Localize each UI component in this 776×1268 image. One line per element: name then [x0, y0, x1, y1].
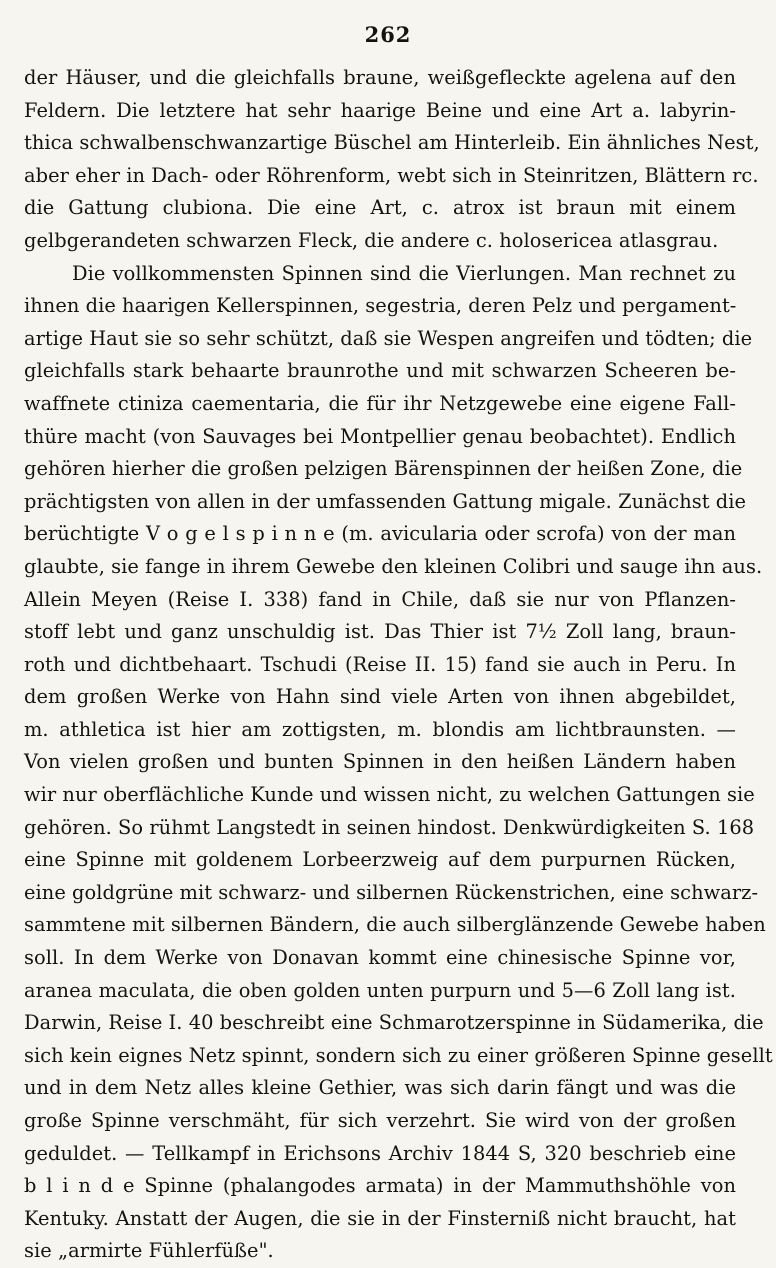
text-line: gehören hierher die großen pelzigen Bärenspinnen der heißen Zone, die [24, 457, 743, 481]
text-line: die Gattung clubiona. Die eine Art, c. atrox ist braun mit einem [24, 196, 736, 220]
body-text [24, 62, 773, 1268]
text-line: der Häuser, und die gleichfalls braune, weißgefleckte agelena auf den [24, 66, 736, 89]
text-line: thüre macht (von Sauvages bei Montpellier genau beobachtet). Endlich [24, 424, 736, 448]
text-line: große Spinne verschmäht, für sich verzehrt. Sie wird von der großen [24, 1109, 736, 1132]
text-line: ihnen die haarigen Kellerspinnen, segestria, deren Pelz und pergament- [24, 294, 737, 318]
text-line: b l i n d e Spinne (phalangodes armata) in der Mammuthshöhle von [24, 1174, 736, 1198]
text-line: sammtene mit silbernen Bändern, die auch silberglänzende Gewebe haben [24, 913, 766, 937]
text-line: aranea maculata, die oben golden unten purpurn und 5—6 Zoll lang ist. [24, 978, 736, 1002]
text-line: gehören. So rühmt Langstedt in seinen hindost. Denkwürdigkeiten S. 168 [24, 815, 755, 839]
text-line: wir nur oberflächliche Kunde und wissen nicht, zu welchen Gattungen sie [24, 783, 755, 807]
text-line: Von vielen großen und bunten Spinnen in den heißen Ländern haben [24, 750, 736, 774]
text-line: aber eher in Dach- oder Röhrenform, webt sich in Steinritzen, Blättern rc. [24, 163, 759, 187]
page-number: 262 [364, 22, 412, 47]
text-line: gelbgerandeten schwarzen Fleck, die andere c. holosericea atlasgrau. [24, 228, 719, 252]
text-line: berüchtigte V o g e l s p i n n e (m. avicularia oder scrofa) von der man [24, 522, 736, 546]
text-line: Kentuky. Anstatt der Augen, die sie in der Finsterniß nicht braucht, hat [24, 1206, 736, 1230]
text-line: eine goldgrüne mit schwarz- und silbernen Rückenstrichen, eine schwarz- [24, 880, 759, 904]
text-line: prächtigsten von allen in der umfassenden Gattung migale. Zunächst die [24, 489, 747, 513]
text-line: Die vollkommensten Spinnen sind die Vierlungen. Man rechnet zu [72, 261, 736, 285]
text-line: sie „armirte Fühlerfüße". [24, 1239, 274, 1263]
text-line: stoff lebt und ganz unschuldig ist. Das Thier ist 7½ Zoll lang, braun- [24, 620, 736, 644]
text-line: Feldern. Die letztere hat sehr haarige Beine und eine Art a. labyrin- [24, 98, 736, 122]
text-line: Allein Meyen (Reise I. 338) fand in Chile, daß sie nur von Pflanzen- [24, 587, 736, 611]
text-line: waffnete ctiniza caementaria, die für ihr Netzgewebe eine eigene Fall- [24, 391, 736, 415]
text-line: roth und dichtbehaart. Tschudi (Reise II. 15) fand sie auch in Peru. In [24, 652, 736, 676]
text-line: artige Haut sie so sehr schützt, daß sie Wespen angreifen und tödten; die [24, 326, 753, 350]
text-line: glaubte, sie fange in ihrem Gewebe den kleinen Colibri und sauge ihn aus. [24, 554, 763, 578]
text-line: gleichfalls stark behaarte braunrothe und mit schwarzen Scheeren be- [24, 359, 736, 383]
text-line: dem großen Werke von Hahn sind viele Arten von ihnen abgebildet, [24, 685, 736, 709]
text-line: geduldet. — Tellkampf in Erichsons Archiv 1844 S, 320 beschrieb eine [24, 1141, 736, 1165]
text-line: Darwin, Reise I. 40 beschreibt eine Schmarotzerspinne in Südamerika, die [24, 1011, 764, 1035]
text-line: thica schwalbenschwanzartige Büschel am Hinterleib. Ein ähnliches Nest, [24, 131, 760, 155]
text-line: soll. In dem Werke von Donavan kommt eine chinesische Spinne vor, [24, 946, 736, 970]
text-line: sich kein eignes Netz spinnt, sondern sich zu einer größeren Spinne gesellt [24, 1043, 773, 1067]
text-line: und in dem Netz alles kleine Gethier, was sich darin fängt und was die [24, 1076, 736, 1100]
text-line: m. athletica ist hier am zottigsten, m. blondis am lichtbraunsten. — [24, 717, 736, 741]
text-line: eine Spinne mit goldenem Lorbeerzweig auf dem purpurnen Rücken, [24, 848, 736, 872]
